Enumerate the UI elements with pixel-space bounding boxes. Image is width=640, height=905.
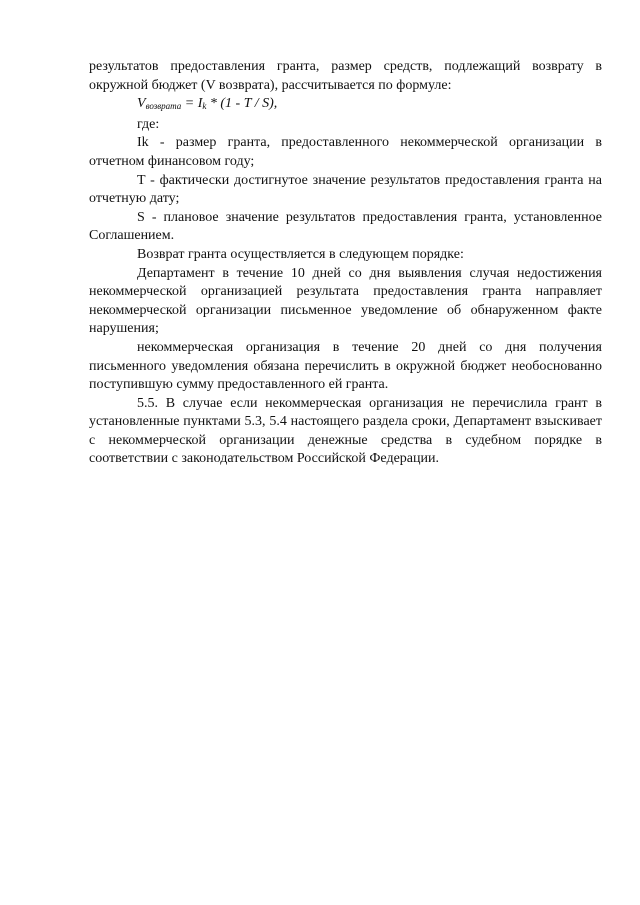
formula-equals: = bbox=[181, 96, 198, 112]
formula-rest: * (1 - T / S), bbox=[206, 96, 278, 112]
paragraph-department: Департамент в течение 10 дней со дня выявления случая недостижения некоммерческой организацией результата предоставления гранта направляет некоммерческой организации письменное уведомление об обнаруженном факте нарушения; bbox=[89, 265, 602, 337]
paragraph-5-5: 5.5. В случае если некоммерческая организация не перечислила грант в установленные пунктами 5.3, 5.4 настоящего раздела сроки, Департамент взыскивает с некоммерческой организации денежные средства в судебном порядке в соответствии с законодательством Российской Федерации. bbox=[89, 395, 602, 467]
paragraph-intro: результатов предоставления гранта, размер средств, подлежащий возврату в окружной бюджет (V возврата), рассчитывается по формуле: bbox=[89, 59, 602, 93]
paragraph-ik-definition: Ik - размер гранта, предоставленного некоммерческой организации в отчетном финансовом году; bbox=[89, 135, 602, 169]
formula-i: I bbox=[197, 96, 203, 112]
paragraph-nko: некоммерческая организация в течение 20 дней со дня получения письменного уведомления обязана перечислить в окружной бюджет необоснованно поступившую сумму предоставленного ей гранта. bbox=[89, 339, 602, 393]
paragraph-return-order: Возврат гранта осуществляется в следующем порядке: bbox=[137, 246, 464, 262]
formula-v: V bbox=[137, 96, 146, 112]
formula-i-subscript: k bbox=[202, 101, 207, 112]
formula-v-subscript: возврата bbox=[145, 101, 182, 112]
document-page bbox=[89, 58, 602, 469]
paragraph-where: где: bbox=[137, 116, 160, 132]
paragraph-t-definition: T - фактически достигнутое значение результатов предоставления гранта на отчетную дату; bbox=[89, 172, 602, 207]
refund-formula bbox=[89, 95, 602, 116]
paragraph-s-definition: S - плановое значение результатов предоставления гранта, установленное Соглашением. bbox=[89, 209, 602, 244]
